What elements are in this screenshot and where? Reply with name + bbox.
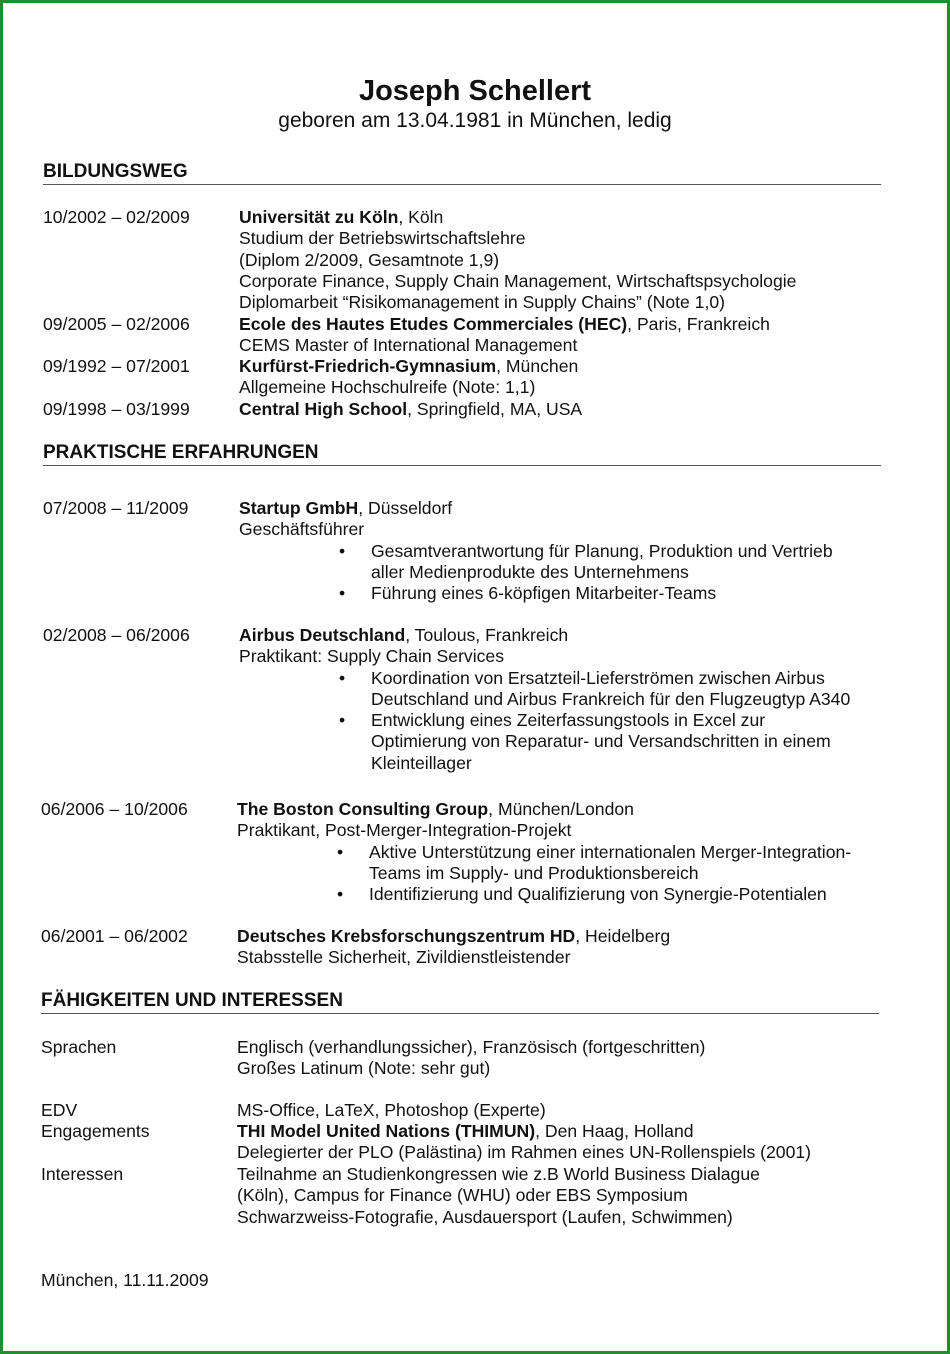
entry-date: 02/2008 – 06/2006 bbox=[43, 625, 190, 645]
entry-org: Airbus Deutschland bbox=[239, 625, 406, 645]
engagement-org: THI Model United Nations (THIMUN) bbox=[237, 1121, 536, 1141]
entry-date: 07/2008 – 11/2009 bbox=[43, 498, 189, 518]
entry-org: Ecole des Hautes Etudes Commerciales (HEC) bbox=[239, 314, 628, 334]
engagement-location: , Den Haag, Holland bbox=[535, 1121, 694, 1141]
experience-entry bbox=[43, 498, 913, 608]
entry-role: Praktikant: Supply Chain Services bbox=[239, 646, 505, 667]
entry-location: , Paris, Frankreich bbox=[627, 314, 770, 334]
experience-entry bbox=[43, 625, 913, 775]
entry-line: Studium der Betriebswirtschaftslehre bbox=[239, 228, 526, 249]
entry-date: 09/1992 – 07/2001 bbox=[43, 356, 190, 376]
entry-location: , München/London bbox=[488, 799, 634, 819]
entry-date: 06/2006 – 10/2006 bbox=[41, 799, 188, 819]
entry-org: Startup GmbH bbox=[239, 498, 359, 518]
entry-date: 09/1998 – 03/1999 bbox=[43, 399, 190, 419]
place-date-footer: München, 11.11.2009 bbox=[41, 1270, 209, 1290]
skills-edv: MS-Office, LaTeX, Photoshop (Experte) bbox=[237, 1100, 546, 1120]
cv-birth-info: geboren am 13.04.1981 in München, ledig bbox=[278, 109, 672, 132]
entry-location: , Toulous, Frankreich bbox=[405, 625, 569, 645]
skills-label-interests: Interessen bbox=[41, 1164, 124, 1184]
entry-line: Allgemeine Hochschulreife (Note: 1,1) bbox=[239, 377, 536, 398]
education-entry bbox=[43, 207, 903, 317]
bullet-item: • Entwicklung eines Zeiterfassungstools in Excel zur Optimierung von Reparatur- und Versandschritten in einem Kleinteillager bbox=[339, 710, 831, 773]
entry-line: Corporate Finance, Supply Chain Management, Wirtschaftspsychologie bbox=[239, 270, 797, 291]
entry-date: 10/2002 – 02/2009 bbox=[43, 207, 190, 227]
entry-location: , Heidelberg bbox=[575, 926, 671, 946]
entry-location: , Springfield, MA, USA bbox=[407, 399, 583, 419]
entry-body bbox=[239, 399, 899, 420]
section-heading-education: BILDUNGSWEG bbox=[43, 161, 881, 185]
education-entry bbox=[43, 314, 903, 358]
bullet-item: • Gesamtverantwortung für Planung, Produktion und Vertrieb aller Medienprodukte des Unternehmens bbox=[339, 540, 833, 582]
entry-role: Praktikant, Post-Merger-Integration-Projekt bbox=[237, 820, 572, 841]
experience-entry bbox=[41, 926, 911, 970]
bullet-icon: • bbox=[339, 540, 346, 561]
entry-body bbox=[237, 799, 897, 905]
entry-org: The Boston Consulting Group bbox=[237, 799, 489, 819]
skills-engagements: THI Model United Nations (THIMUN), Den Haag, Holland Delegierter der PLO (Palästina) im Rahmen eines UN-Rollenspiels (2001) bbox=[237, 1121, 811, 1163]
entry-role: Geschäftsführer bbox=[239, 519, 365, 540]
entry-org: Deutsches Krebsforschungszentrum HD bbox=[237, 926, 576, 946]
entry-body bbox=[239, 498, 899, 604]
entry-date: 06/2001 – 06/2002 bbox=[41, 926, 188, 946]
skills-languages: Englisch (verhandlungssicher), Französisch (fortgeschritten) Großes Latinum (Note: sehr gut) bbox=[237, 1037, 706, 1079]
bullet-icon: • bbox=[337, 884, 344, 905]
bullet-icon: • bbox=[339, 710, 346, 731]
education-entry bbox=[43, 356, 903, 400]
bullet-item: • Führung eines 6-köpfigen Mitarbeiter-Teams bbox=[339, 583, 717, 604]
entry-body bbox=[237, 926, 897, 969]
skills-interests: Teilnahme an Studienkongressen wie z.B World Business Dialague (Köln), Campus for Finance (WHU) oder EBS Symposium Schwarzweiss-Fotografie, Ausdauersport (Laufen, Schwimmen) bbox=[237, 1164, 760, 1227]
cv-name: Joseph Schellert bbox=[358, 75, 592, 107]
bullet-item: • Koordination von Ersatzteil-Lieferströmen zwischen Airbus Deutschland und Airbus Frankreich für den Flugzeugtyp A340 bbox=[339, 667, 851, 709]
entry-location: , München bbox=[496, 356, 579, 376]
entry-org: Universität zu Köln bbox=[239, 207, 399, 227]
education-entry bbox=[43, 399, 903, 421]
entry-line: Diplomarbeit “Risikomanagement in Supply Chains” (Note 1,0) bbox=[239, 292, 725, 313]
entry-org: Central High School bbox=[239, 399, 408, 419]
skills-label-engagements: Engagements bbox=[41, 1121, 150, 1141]
bullet-item: • Identifizierung und Qualifizierung von Synergie-Potentialen bbox=[337, 884, 827, 905]
entry-line: (Diplom 2/2009, Gesamtnote 1,9) bbox=[239, 249, 500, 270]
entry-role: Stabsstelle Sicherheit, Zivildienstleistender bbox=[237, 947, 571, 968]
section-heading-experience: PRAKTISCHE ERFAHRUNGEN bbox=[43, 442, 881, 466]
bullet-icon: • bbox=[339, 583, 346, 604]
entry-line: CEMS Master of International Management bbox=[239, 335, 578, 356]
bullet-icon: • bbox=[339, 667, 346, 688]
entry-body bbox=[239, 356, 899, 399]
entry-date: 09/2005 – 02/2006 bbox=[43, 314, 190, 334]
entry-body bbox=[239, 207, 899, 313]
bullet-icon: • bbox=[337, 841, 344, 862]
bullet-item: • Aktive Unterstützung einer internationalen Merger-Integration- Teams im Supply- und Produktionsbereich bbox=[337, 841, 852, 883]
entry-body bbox=[239, 625, 899, 774]
skills-label-languages: Sprachen bbox=[41, 1037, 117, 1057]
entry-org: Kurfürst-Friedrich-Gymnasium bbox=[239, 356, 497, 376]
skills-label-edv: EDV bbox=[41, 1100, 78, 1120]
entry-location: , Düsseldorf bbox=[358, 498, 453, 518]
entry-location: , Köln bbox=[398, 207, 444, 227]
section-heading-skills: FÄHIGKEITEN UND INTERESSEN bbox=[41, 990, 879, 1014]
entry-body bbox=[239, 314, 899, 357]
experience-entry bbox=[41, 799, 911, 909]
